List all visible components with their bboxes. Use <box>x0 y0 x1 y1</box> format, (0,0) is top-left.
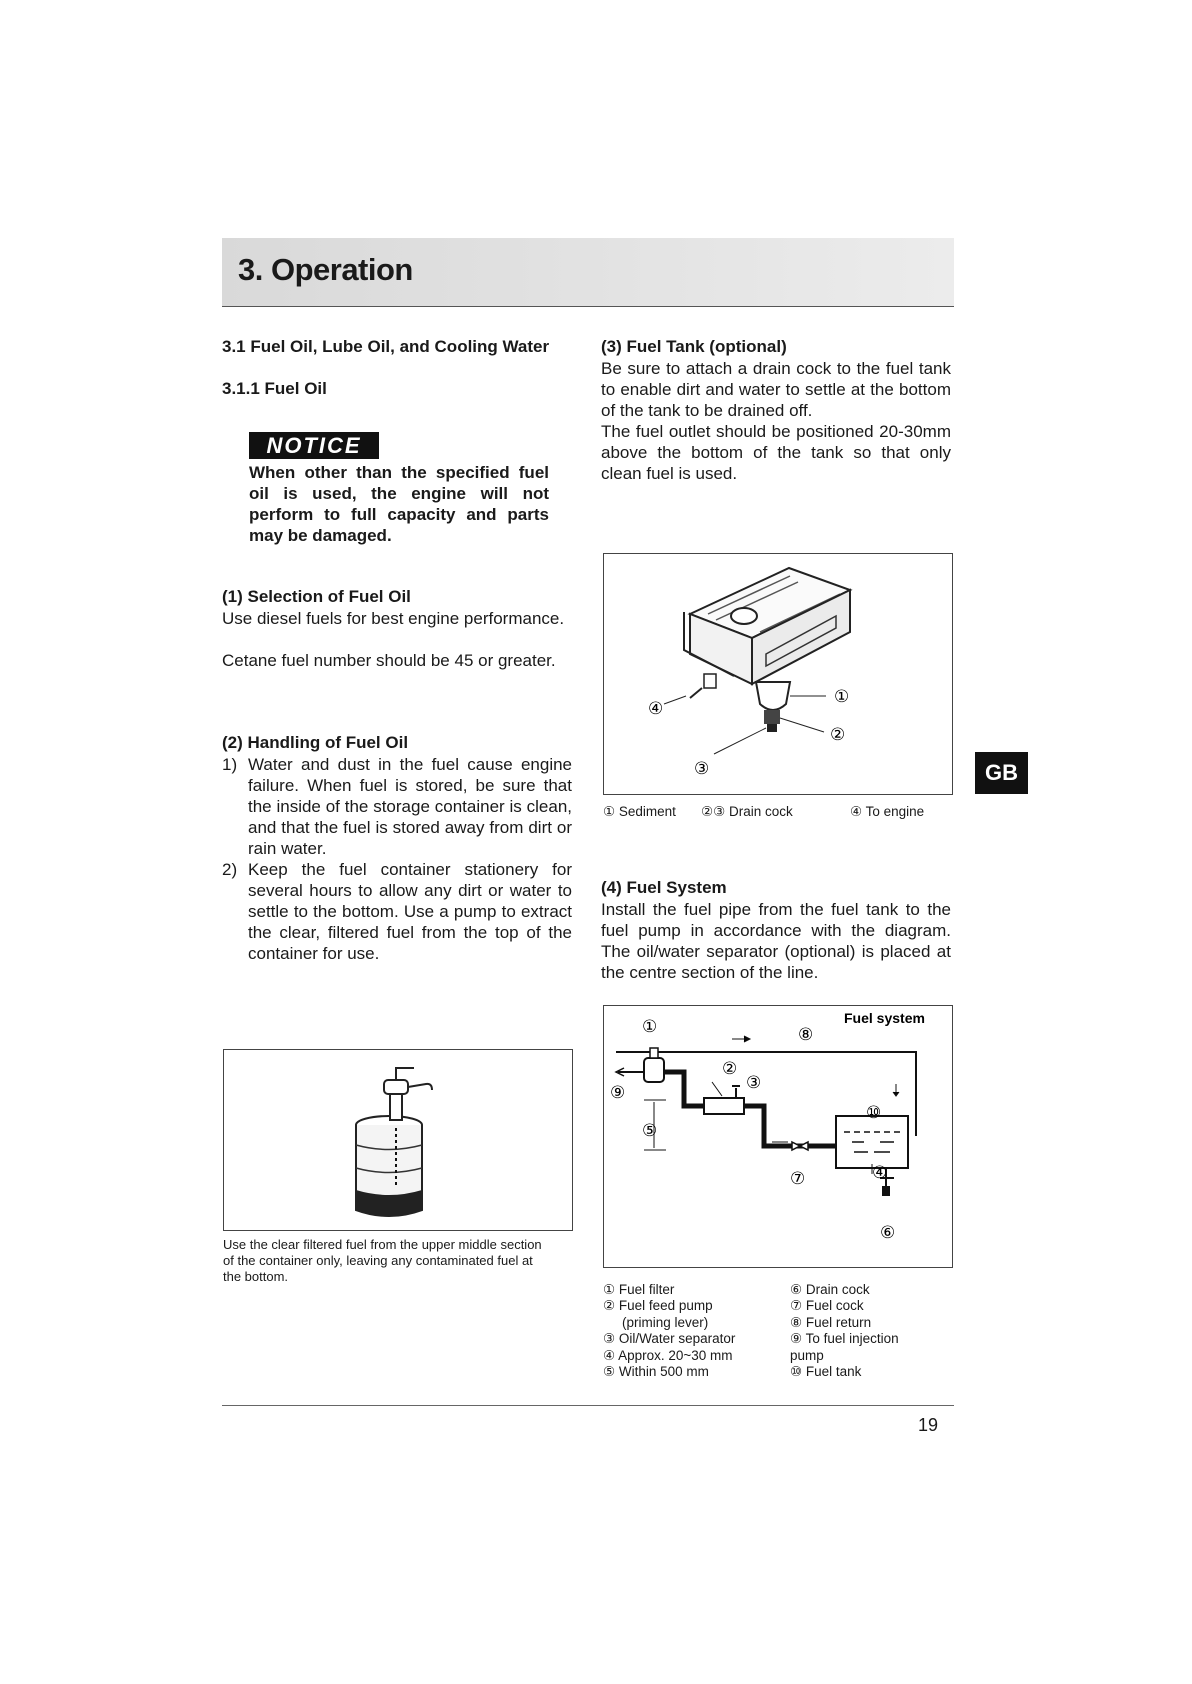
tank-legend-drain-cock: ②③ Drain cock <box>701 804 793 819</box>
fuel-system-figure <box>603 1005 953 1268</box>
legend-item: (priming lever) <box>622 1314 709 1330</box>
system-callout-3: ③ <box>746 1073 762 1092</box>
tank-legend-sediment: ① Sediment <box>603 804 676 819</box>
tank-heading: (3) Fuel Tank (optional) <box>601 337 787 356</box>
system-callout-6: ⑥ <box>880 1223 896 1242</box>
tank-paragraph-2: The fuel outlet should be positioned 20-30mm above the bottom of the tank so that only clean fuel is used. <box>601 422 951 483</box>
system-legend-right <box>790 1282 960 1380</box>
tank-paragraph-1: Be sure to attach a drain cock to the fuel tank to enable dirt and water to settle at the bottom of the tank to be drained off. <box>601 359 951 420</box>
container-figure <box>223 1049 573 1231</box>
notice-text: When other than the specified fuel oil is used, the engine will not perform to full capacity and parts may be damaged. <box>249 463 549 545</box>
legend-item: ⑩ Fuel tank <box>790 1364 862 1380</box>
section-heading: 3.1 Fuel Oil, Lube Oil, and Cooling Water <box>222 337 550 356</box>
fuel-tank-figure <box>603 553 953 795</box>
legend-item: ① Fuel filter <box>603 1282 675 1297</box>
legend-item: ⑥ Drain cock <box>790 1282 870 1297</box>
fuel-tank-illustration <box>604 554 952 794</box>
fuel-system-title: Fuel system <box>844 1010 925 1026</box>
subsection-heading: 3.1.1 Fuel Oil <box>222 379 327 398</box>
list-item-text: Water and dust in the fuel cause engine failure. When fuel is stored, be sure that the inside of the storage container is clean, and that the fuel is stored away from dirt or rain water. <box>248 755 572 858</box>
handling-heading: (2) Handling of Fuel Oil <box>222 733 409 752</box>
system-callout-9: ⑨ <box>610 1083 626 1102</box>
language-tab: GB <box>975 752 1028 794</box>
list-item-text: Keep the fuel container stationery for several hours to allow any dirt or water to settle to the bottom. Use a pump to extract the clear, filtered fuel from the top of the container for use. <box>248 860 572 963</box>
legend-item: pump <box>790 1347 824 1363</box>
system-callout-10: ⑩ <box>866 1103 882 1122</box>
fuel-system-diagram <box>604 1006 952 1267</box>
list-item <box>222 859 572 964</box>
list-item-number: 1) <box>222 755 238 774</box>
footer-rule <box>222 1405 954 1406</box>
legend-item: ② Fuel feed pump <box>603 1298 713 1314</box>
legend-item: ⑤ Within 500 mm <box>603 1364 709 1380</box>
legend-item: ④ Approx. 20~30 mm <box>603 1347 733 1363</box>
tank-callout-4: ④ <box>648 699 664 718</box>
system-callout-7: ⑦ <box>790 1169 806 1188</box>
legend-item: ③ Oil/Water separator <box>603 1331 736 1347</box>
container-illustration <box>224 1050 572 1230</box>
container-figure-caption: Use the clear filtered fuel from the upper middle section of the container only, leaving any contaminated fuel at the bottom. <box>223 1237 542 1284</box>
legend-item: ⑦ Fuel cock <box>790 1298 864 1314</box>
system-callout-1: ① <box>642 1017 658 1036</box>
list-item <box>222 754 572 859</box>
list-item-number: 2) <box>222 860 238 879</box>
system-callout-8: ⑧ <box>798 1025 814 1044</box>
system-callout-4: ④ <box>872 1163 888 1182</box>
fuel-system-heading: (4) Fuel System <box>601 878 727 897</box>
legend-item: ⑧ Fuel return <box>790 1314 872 1330</box>
system-callout-5: ⑤ <box>642 1121 658 1140</box>
page-title: 3. Operation <box>238 252 413 287</box>
tank-legend-to-engine: ④ To engine <box>850 804 925 819</box>
handling-list <box>222 754 572 964</box>
tank-callout-1: ① <box>834 687 850 706</box>
selection-paragraph-1: Use diesel fuels for best engine performance. <box>222 609 565 628</box>
notice-badge: NOTICE <box>249 432 379 459</box>
fuel-system-paragraph: Install the fuel pipe from the fuel tank to the fuel pump in accordance with the diagram. The oil/water separator (optional) is placed at the centre section of the line. <box>601 900 951 982</box>
legend-item: ⑨ To fuel injection <box>790 1331 899 1347</box>
page-number: 19 <box>918 1415 939 1435</box>
tank-callout-3: ③ <box>694 759 710 778</box>
system-callout-2: ② <box>722 1059 738 1078</box>
selection-heading: (1) Selection of Fuel Oil <box>222 587 411 606</box>
selection-paragraph-2: Cetane fuel number should be 45 or greater. <box>222 651 556 670</box>
system-legend-left <box>603 1282 783 1380</box>
tank-callout-2: ② <box>830 725 846 744</box>
